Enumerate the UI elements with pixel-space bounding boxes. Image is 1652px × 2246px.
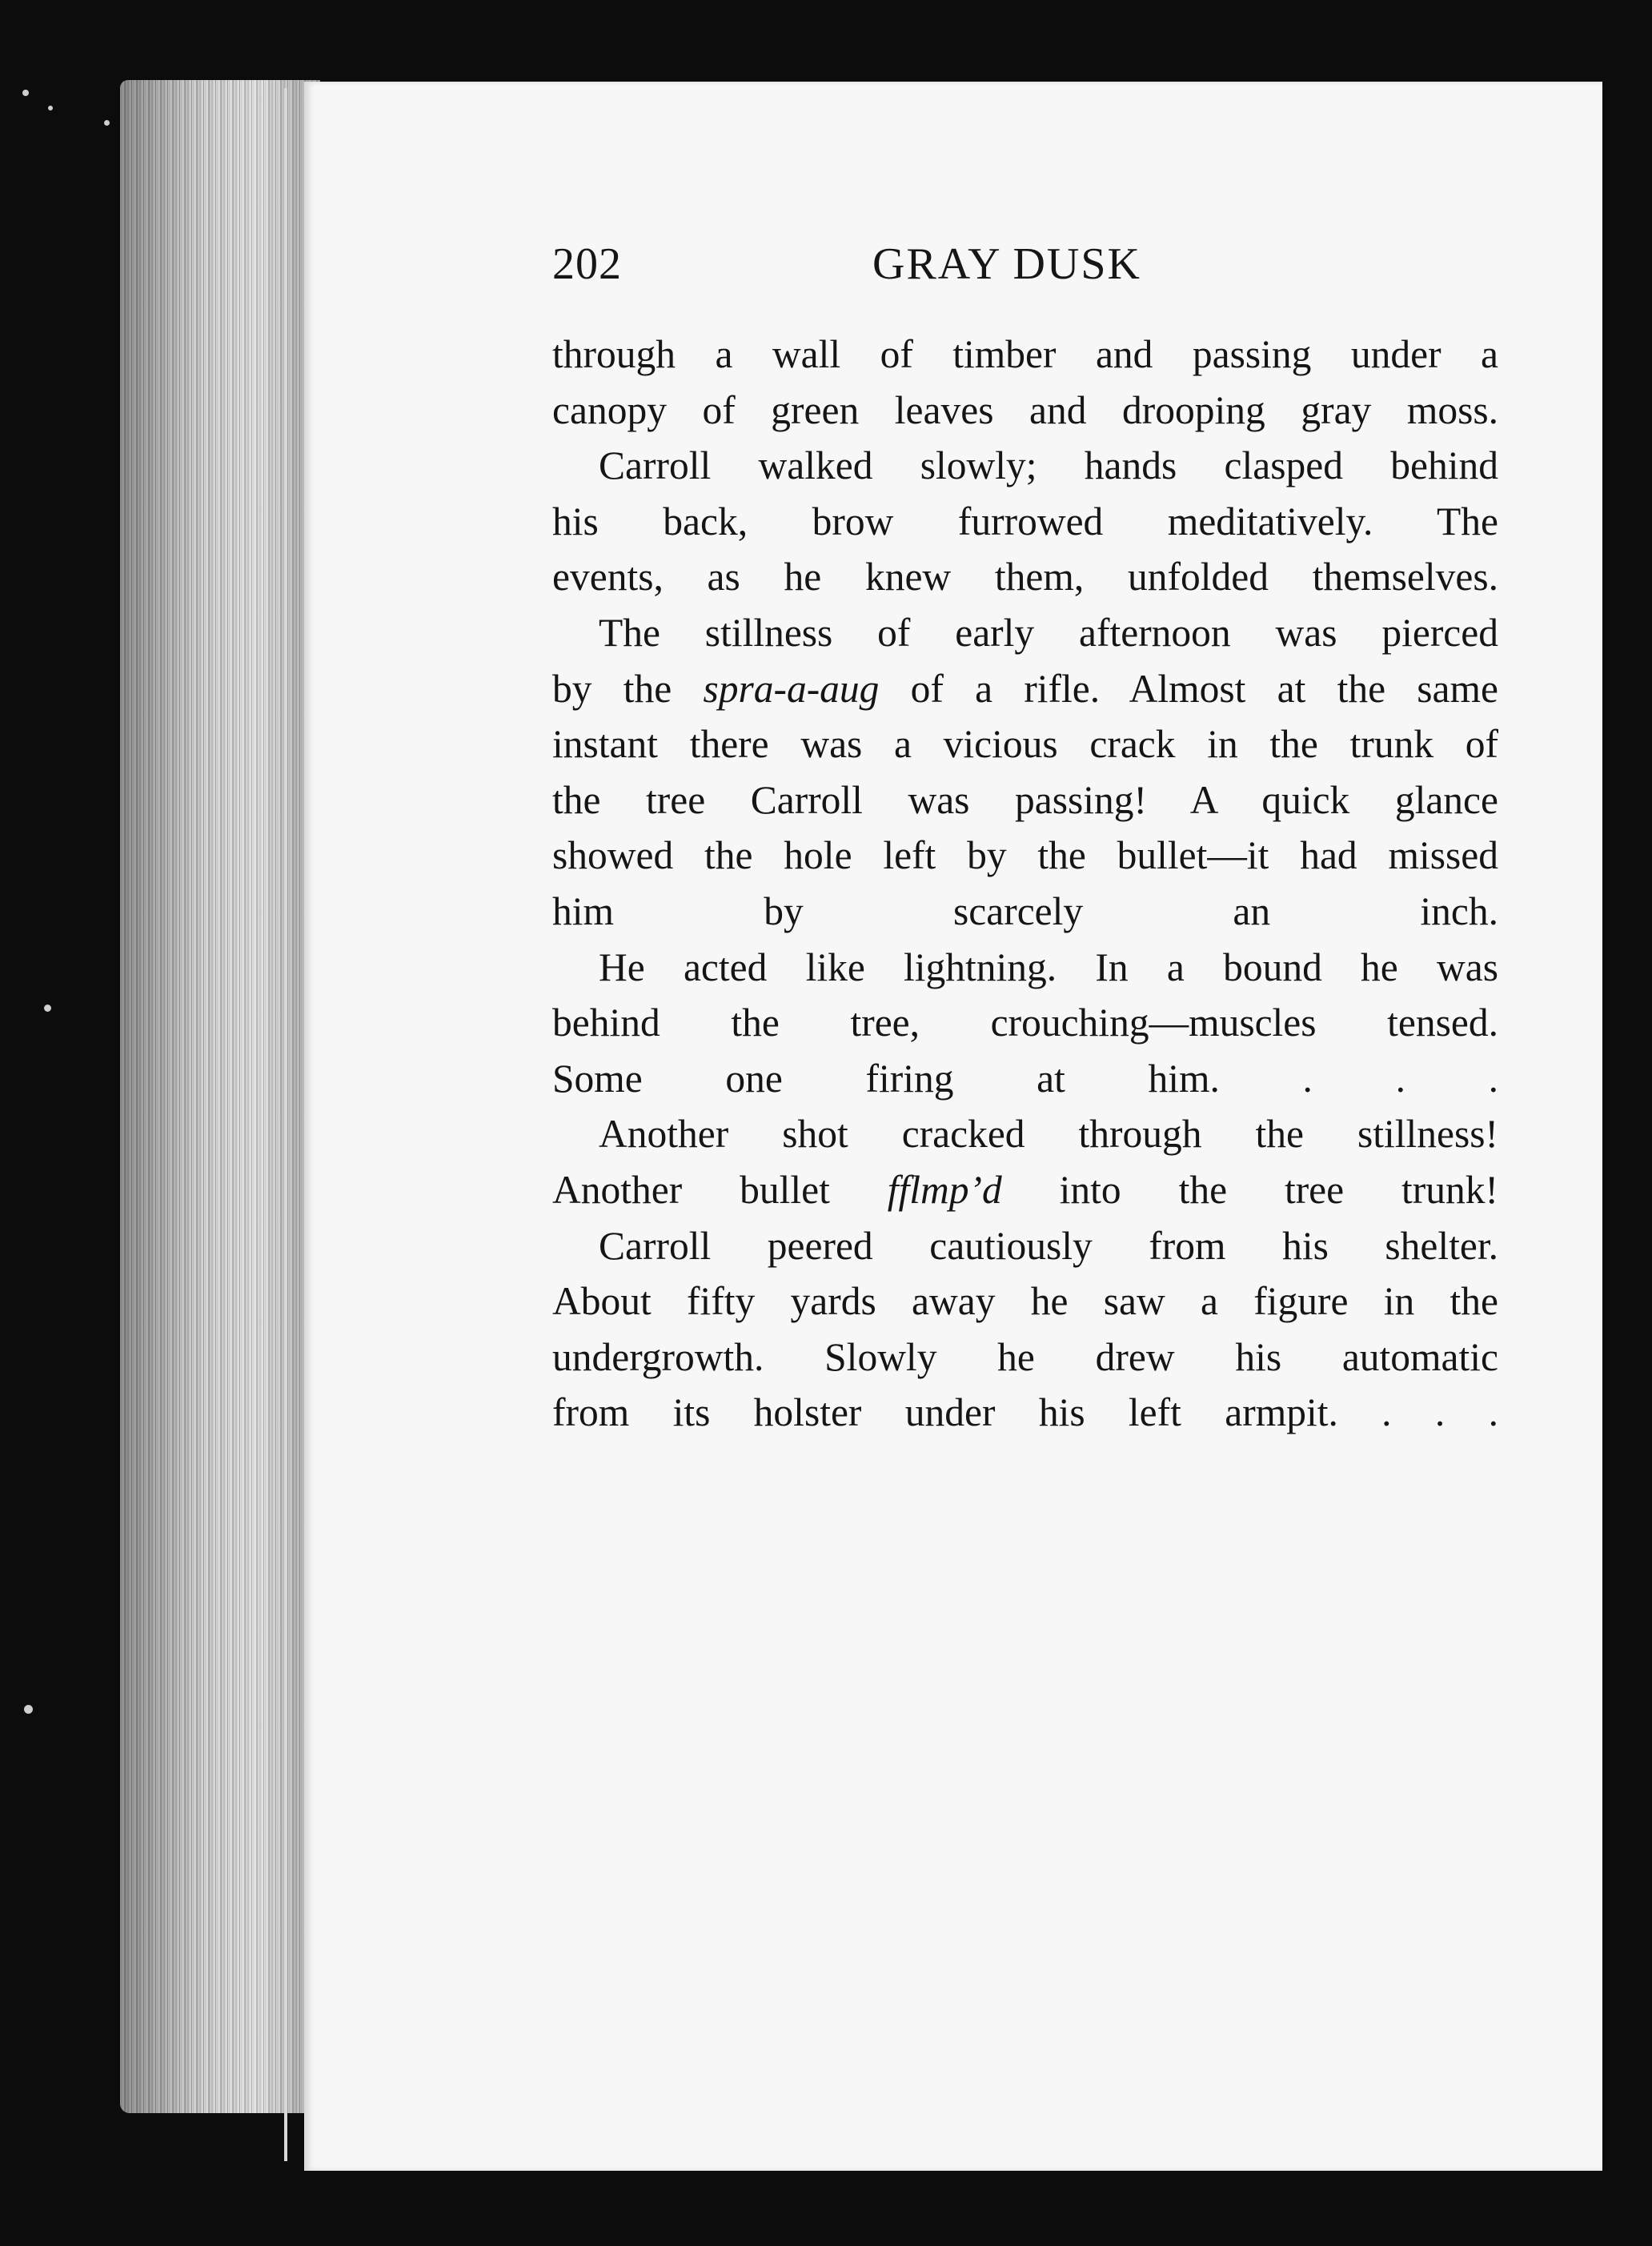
italic-sound-word: fflmp’d bbox=[887, 1167, 1002, 1212]
text-line: About fifty yards away he saw a figure in the bbox=[552, 1279, 1498, 1324]
scan-speck bbox=[24, 1705, 33, 1714]
running-title: GRAY DUSK bbox=[872, 239, 1141, 289]
text-line: He acted like lightning. In a bound he was bbox=[599, 945, 1498, 989]
text-line: behind the tree, crouching—muscles tensed. bbox=[552, 1001, 1498, 1045]
paragraph bbox=[552, 438, 1498, 605]
running-head bbox=[552, 239, 1497, 295]
scan-speck bbox=[48, 106, 53, 110]
text-line: events, as he knew them, unfolded themselves. bbox=[552, 555, 1498, 600]
text-line bbox=[552, 1162, 1498, 1218]
text-segment: of a rifle. Almost at the same bbox=[879, 666, 1498, 711]
text-line: Carroll walked slowly; hands clasped behind bbox=[599, 443, 1498, 488]
text-segment: by the bbox=[552, 666, 704, 711]
text-line: through a wall of timber and passing under a bbox=[552, 332, 1498, 376]
text-line: Another shot cracked through the stillness! bbox=[599, 1112, 1498, 1157]
text-line: Carroll peered cautiously from his shelter. bbox=[599, 1223, 1498, 1268]
italic-sound-word: spra-a-aug bbox=[703, 666, 880, 711]
text-line: showed the hole left by the bullet—it had missed bbox=[552, 833, 1498, 878]
text-line: Some one firing at him. . . . bbox=[552, 1056, 1498, 1101]
body-text bbox=[552, 327, 1498, 1441]
text-line: his back, brow furrowed meditatively. The bbox=[552, 499, 1498, 543]
text-line: him by scarcely an inch. bbox=[552, 888, 1498, 933]
paragraph bbox=[552, 1218, 1498, 1441]
scan-speck bbox=[22, 90, 29, 96]
text-line: from its holster under his left armpit. . . . bbox=[552, 1390, 1498, 1435]
page-number: 202 bbox=[552, 239, 622, 289]
page-gutter bbox=[284, 88, 287, 2161]
book-page-edges bbox=[120, 80, 320, 2113]
text-line: The stillness of early afternoon was pierced bbox=[599, 610, 1498, 655]
text-line: instant there was a vicious crack in the trunk of bbox=[552, 722, 1498, 767]
text-line: undergrowth. Slowly he drew his automatic bbox=[552, 1334, 1498, 1379]
scan-speck bbox=[44, 1005, 51, 1012]
scan-speck bbox=[104, 120, 110, 126]
text-segment: Another bullet bbox=[552, 1167, 888, 1212]
text-line: canopy of green leaves and drooping gray moss. bbox=[552, 387, 1498, 432]
text-line: the tree Carroll was passing! A quick glance bbox=[552, 777, 1498, 822]
paragraph bbox=[552, 940, 1498, 1107]
text-segment: into the tree trunk! bbox=[1001, 1167, 1498, 1212]
paragraph bbox=[552, 327, 1498, 438]
paragraph bbox=[552, 605, 1498, 940]
paragraph bbox=[552, 1106, 1498, 1217]
text-line bbox=[552, 661, 1498, 717]
